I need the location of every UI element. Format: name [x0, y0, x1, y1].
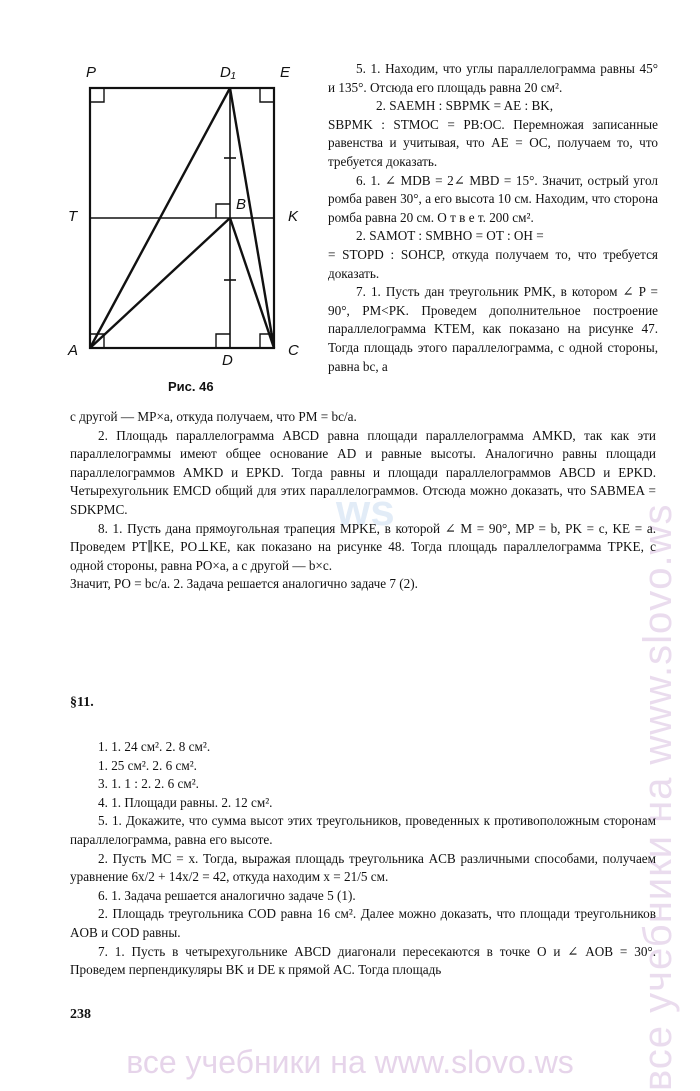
list-item: 7. 1. Пусть в четырехугольнике ABCD диагонали пересекаются в точке O и ∠ AOB = 30°. Проведем перпендикуляры BK и DE к прямой AC. Тогда площадь — [70, 943, 656, 978]
label-K: K — [288, 208, 299, 225]
right-column — [328, 60, 658, 376]
center-watermark: ws — [336, 486, 395, 535]
figure-46 — [66, 58, 310, 398]
paragraph: 7. 1. Пусть дан треугольник PMK, в котором ∠ P = 90°, PM<PK. Проведем дополнительное построение параллелограмма KTEM, как показано на рисунке 47. Тогда площадь этого параллелограмма, с одной стороны, равна bc, а — [328, 284, 658, 374]
section-title: §11. — [70, 695, 94, 710]
list-item: 2. Площадь треугольника COD равна 16 см². Далее можно доказать, что площади треугольников AOB и COD равны. — [70, 906, 656, 940]
figure-caption: Рис. 46 — [168, 379, 214, 394]
label-D: D — [222, 352, 233, 369]
page-number: 238 — [70, 1007, 91, 1022]
label-A: A — [68, 342, 79, 359]
list-item: 1. 1. 24 см². 2. 8 см². — [98, 739, 211, 754]
paragraph: SBPMK : STMOC = PB:OC. Перемножая записанные равенства и учитывая, что AE = OC, получаем то, что требуется доказать. — [328, 116, 658, 169]
paragraph: 6. 1. ∠ MDB = 2∠ MBD = 15°. Значит, острый угол ромба равен 30°, а его высота 10 см. Находим, что сторона ромба равна 20 см. О т в е т. 200 см². — [328, 172, 658, 225]
section-answers — [70, 738, 656, 980]
label-T: T — [68, 208, 78, 225]
body-text — [70, 408, 656, 594]
list-item: 2. Пусть MC = x. Тогда, выражая площадь треугольника ACB различными способами, получаем уравнение 6x/2 + 14x/2 = 42, откуда находим x = 21/5 см. — [70, 850, 656, 885]
label-E: E — [280, 64, 291, 81]
label-C: C — [288, 342, 299, 359]
bottom-watermark: все учебники на www.slovo.ws — [126, 1044, 574, 1080]
paragraph: = STOPD : SOHCP, откуда получаем то, что требуется доказать. — [328, 246, 658, 281]
paragraph: Значит, PO = bc/a. 2. Задача решается аналогично задаче 7 (2). — [70, 576, 418, 592]
paragraph: 2. SAEMH : SBPMK = AE : BK, — [376, 98, 554, 114]
paragraph: с другой — MP×a, откуда получаем, что PM = bc/a. — [70, 409, 357, 424]
list-item: 3. 1. 1 : 2. 2. 6 см². — [98, 776, 199, 792]
label-D1: D₁ — [220, 64, 236, 81]
paragraph: 8. 1. Пусть дана прямоугольная трапеция MPKE, в которой ∠ M = 90°, MP = b, PK = c, KE = a. Проведем PT∥KE, PO⊥KE, как показано на рисунке 48. Тогда площадь параллелограмма TPKE, с одной стороны, равна PO×a, а с другой — b×c. — [70, 520, 656, 573]
paragraph: 5. 1. Находим, что углы параллелограмма равны 45° и 135°. Отсюда его площадь равна 20 см². — [328, 61, 658, 95]
side-watermark: все учебники на www.slovo.ws — [636, 503, 680, 1091]
label-P: P — [86, 64, 97, 81]
label-B: B — [236, 196, 247, 213]
paragraph: 2. SAMOT : SMBHO = OT : OH = — [356, 228, 544, 244]
list-item: 5. 1. Докажите, что сумма высот этих треугольников, проведенных к противоположным сторонам параллелограмма, равна его высоте. — [70, 813, 656, 847]
list-item: 4. 1. Площади равны. 2. 12 см². — [98, 794, 273, 810]
figure-46-drawing — [66, 58, 310, 378]
paragraph: 2. Площадь параллелограмма ABCD равна площади параллелограмма AMKD, так как эти параллелограммы имеют общее основание AD и равные высоты. Аналогично равны площади параллелограммов AMKD и EPKD. Тогда равны и площади параллелограммов ABCD и EPKD. Четырехугольник EMCD общий для этих параллелограммов. Отсюда можно доказать, что SABMEA = SDKPMC. — [70, 427, 656, 517]
list-item: 6. 1. Задача решается аналогично задаче 5 (1). — [98, 887, 356, 903]
list-item: 1. 25 см². 2. 6 см². — [98, 757, 197, 773]
